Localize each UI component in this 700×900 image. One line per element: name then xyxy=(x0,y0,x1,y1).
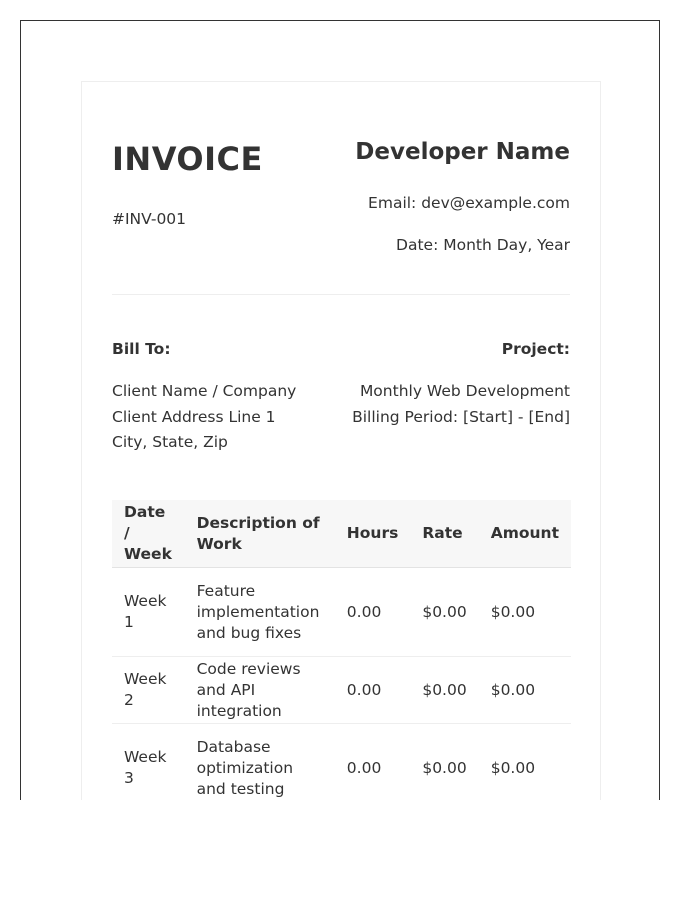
header-divider xyxy=(112,294,570,295)
cell-description: Feature implementation and bug fixes xyxy=(185,568,335,657)
invoice-number: #INV-001 xyxy=(112,210,187,228)
table-row xyxy=(112,568,571,657)
cell-amount: $0.00 xyxy=(479,724,571,801)
bill-to-line: Client Name / Company xyxy=(112,382,297,400)
header-amount: Amount xyxy=(479,500,571,568)
cell-week: Week 1 xyxy=(112,568,185,657)
cell-week: Week 2 xyxy=(112,657,185,724)
cell-week: Week 3 xyxy=(112,724,185,801)
cell-description: Code reviews and API integration xyxy=(185,657,335,724)
invoice-title: INVOICE xyxy=(112,140,263,178)
header-hours: Hours xyxy=(335,500,411,568)
cell-rate: $0.00 xyxy=(410,568,478,657)
page-frame xyxy=(20,20,660,800)
header-date-week: Date / Week xyxy=(112,500,185,568)
invoice-card xyxy=(81,81,601,800)
developer-email: Email: dev@example.com xyxy=(368,194,570,212)
table-header-row xyxy=(112,500,571,568)
project-line: Billing Period: [Start] - [End] xyxy=(352,407,570,426)
project-heading: Project: xyxy=(501,340,570,358)
cell-hours: 0.00 xyxy=(335,657,411,724)
table-row xyxy=(112,657,571,724)
header-rate: Rate xyxy=(410,500,478,568)
cell-amount: $0.00 xyxy=(479,568,571,657)
developer-name: Developer Name xyxy=(355,139,570,165)
project-line: Monthly Web Development xyxy=(359,382,570,400)
cell-amount: $0.00 xyxy=(479,657,571,724)
bill-to-line: Client Address Line 1 xyxy=(112,407,276,426)
project-details xyxy=(352,379,570,430)
bill-to-address xyxy=(112,379,296,456)
bill-to-heading: Bill To: xyxy=(112,340,171,358)
cell-hours: 0.00 xyxy=(335,724,411,801)
cell-hours: 0.00 xyxy=(335,568,411,657)
cell-rate: $0.00 xyxy=(410,657,478,724)
invoice-date: Date: Month Day, Year xyxy=(396,236,570,254)
cell-rate: $0.00 xyxy=(410,724,478,801)
line-items-table xyxy=(112,500,571,800)
bill-to-line: City, State, Zip xyxy=(112,433,228,451)
header-description: Description of Work xyxy=(185,500,335,568)
table-row xyxy=(112,724,571,801)
cell-description: Database optimization and testing xyxy=(185,724,335,801)
